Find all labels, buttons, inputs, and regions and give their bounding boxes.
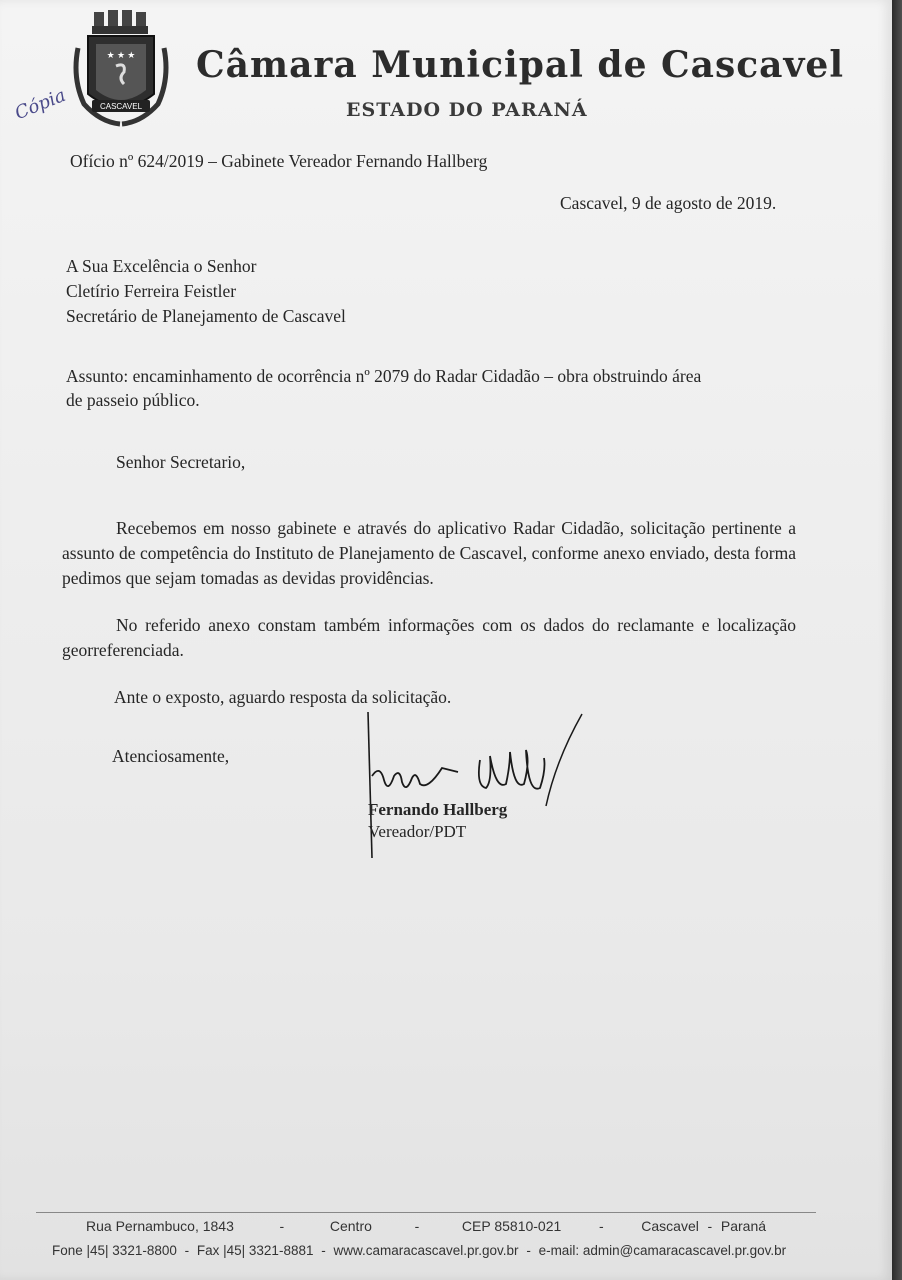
footer-district: Centro [329, 1218, 372, 1234]
footer-separator: - [321, 1243, 326, 1258]
recipient-title: Secretário de Planejamento de Cascavel [66, 306, 346, 326]
recipient-name: Cletírio Ferreira Feistler [66, 281, 237, 301]
footer-state: Paraná [720, 1218, 767, 1234]
signatory-name: Fernando Hallberg [368, 800, 508, 819]
footer-separator: - [279, 1218, 285, 1234]
footer-separator: - [414, 1218, 420, 1234]
background-edge [892, 0, 902, 1280]
subject-line-1: Assunto: encaminhamento de ocorrência nº 2079 do Radar Cidadão – obra obstruindo área [66, 366, 702, 386]
crest-banner-text: CASCAVEL [99, 102, 143, 111]
footer-phone: Fone |45| 3321-8800 [52, 1243, 177, 1258]
footer-website[interactable]: www.camaracascavel.pr.gov.br [333, 1243, 519, 1258]
footer-address: Rua Pernambuco, 1843 [86, 1218, 234, 1234]
footer-fax: Fax |45| 3321-8881 [196, 1243, 314, 1258]
salutation: Senhor Secretario, [116, 452, 246, 472]
svg-text:★ ★ ★: ★ ★ ★ [106, 50, 136, 60]
footer-separator: - [598, 1218, 604, 1234]
institution-name: Câmara Municipal de Cascavel [196, 44, 844, 86]
footer-email[interactable]: e-mail: admin@camaracascavel.pr.gov.br [538, 1243, 787, 1258]
letter-reference: Ofício nº 624/2019 – Gabinete Vereador Fernando Hallberg [70, 151, 488, 171]
body-paragraph-1: Recebemos em nosso gabinete e através do aplicativo Radar Cidadão, solicitação pertinente a assunto de competência do Instituto de Planejamento de Cascavel, conforme anexo enviado, desta forma pedimos que sejam tomadas as devidas providências. [62, 518, 796, 588]
handwritten-copy-note: Cópia [11, 84, 69, 125]
recipient-line-1: A Sua Excelência o Senhor [66, 256, 257, 276]
subject-line-2: de passeio público. [66, 390, 200, 410]
footer-address-line [86, 1218, 766, 1234]
footer-separator: - [707, 1218, 713, 1234]
closing: Atenciosamente, [112, 746, 230, 766]
body-paragraph-2: No referido anexo constam também informações com os dados do reclamante e localização georreferenciada. [62, 615, 796, 660]
signature-block [368, 800, 507, 842]
footer-separator: - [526, 1243, 531, 1258]
footer-city: Cascavel [641, 1218, 699, 1234]
municipal-crest-logo [70, 8, 172, 138]
body-paragraph-3: Ante o exposto, aguardo resposta da solicitação. [114, 687, 452, 707]
signatory-role: Vereador/PDT [368, 822, 467, 841]
footer-cep: CEP 85810-021 [461, 1218, 562, 1234]
footer-separator: - [184, 1243, 190, 1258]
institution-state: ESTADO DO PARANÁ [346, 99, 588, 121]
footer-contact-line [52, 1243, 786, 1258]
footer-divider [36, 1212, 816, 1213]
letter-date: Cascavel, 9 de agosto de 2019. [560, 193, 777, 213]
